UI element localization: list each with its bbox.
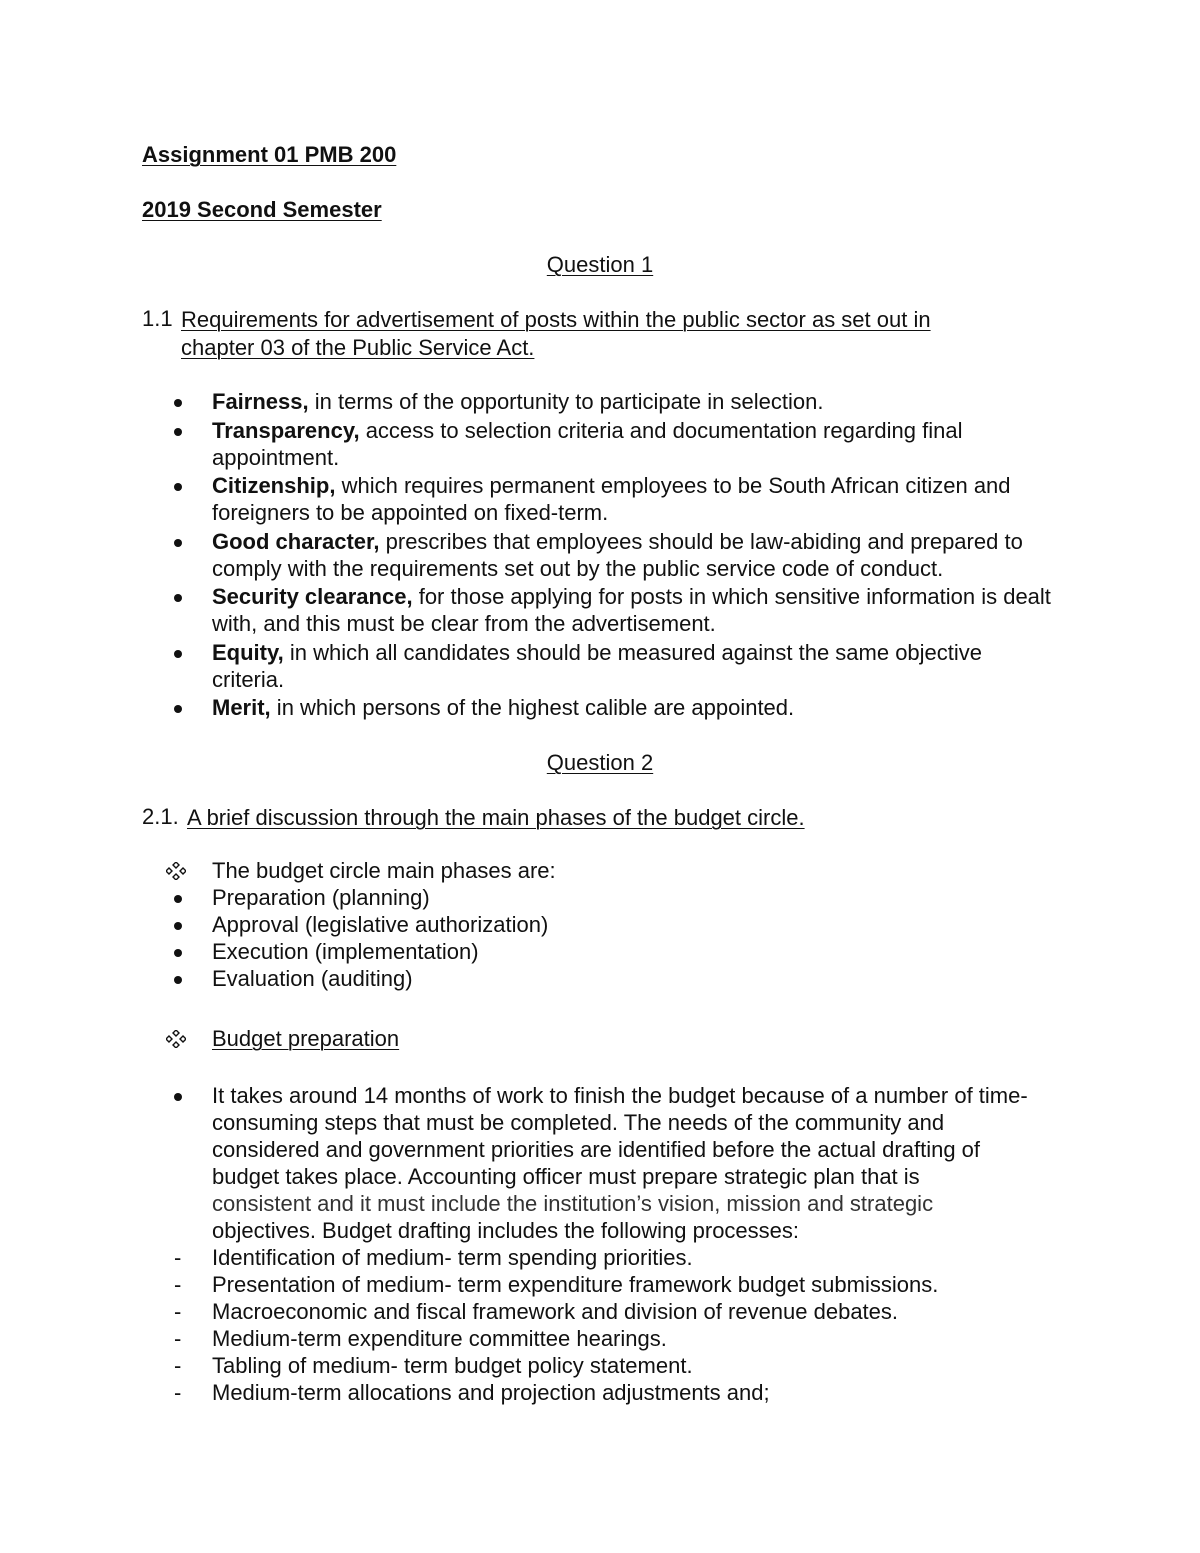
prompt-line-2: chapter 03 of the Public Service Act.	[181, 335, 535, 360]
budget-preparation-heading-list	[160, 1025, 1060, 1052]
requirements-list	[160, 388, 1060, 723]
diamond-bullet-icon	[166, 862, 186, 880]
list-item: - Identification of medium- term spending priorities.	[174, 1245, 693, 1270]
document-title: Assignment 01 PMB 200	[142, 142, 397, 167]
list-item: Preparation (planning)	[160, 884, 1060, 911]
dash-icon: -	[174, 1353, 182, 1378]
list-item: Good character, prescribes that employees should be law-abiding and prepared to comply with the requirements set out by the public service code of conduct.	[160, 528, 1060, 582]
list-item: Execution (implementation)	[160, 938, 1060, 965]
bullet-icon	[174, 539, 182, 547]
list-item: Approval (legislative authorization)	[160, 911, 1060, 938]
bullet-icon	[174, 1093, 182, 1101]
dash-icon: -	[174, 1380, 182, 1405]
dash-icon: -	[174, 1245, 182, 1270]
budget-preparation-body	[160, 1082, 1060, 1406]
bullet-icon	[174, 650, 182, 658]
list-item: Evaluation (auditing)	[160, 965, 1060, 992]
question-2-heading: Question 2	[546, 750, 654, 775]
bullet-icon	[174, 705, 182, 713]
bullet-icon	[174, 428, 182, 436]
question-2-1-number: 2.1.	[142, 804, 179, 829]
list-item: Merit, in which persons of the highest calible are appointed.	[160, 694, 1060, 721]
list-item: The budget circle main phases are:	[160, 857, 1060, 884]
prompt-line-1: Requirements for advertisement of posts within the public sector as set out in	[181, 307, 931, 332]
question-2-1-prompt: A brief discussion through the main phases of the budget circle.	[187, 805, 805, 830]
list-item: Transparency, access to selection criteria and documentation regarding final appointment.	[160, 417, 1060, 471]
list-item: Security clearance, for those applying for posts in which sensitive information is dealt with, and this must be clear from the advertisement.	[160, 583, 1060, 637]
document-subtitle: 2019 Second Semester	[142, 197, 382, 222]
bullet-icon	[174, 483, 182, 491]
question-1-1-prompt	[181, 306, 1061, 362]
question-1-heading: Question 1	[546, 252, 654, 277]
bullet-icon	[174, 399, 182, 407]
question-1-1-number: 1.1	[142, 306, 173, 331]
list-item: - Macroeconomic and fiscal framework and division of revenue debates.	[174, 1299, 899, 1324]
list-item: - Presentation of medium- term expenditure framework budget submissions.	[174, 1272, 939, 1297]
diamond-bullet-icon	[166, 1030, 186, 1048]
list-item: Equity, in which all candidates should be measured against the same objective criteria.	[160, 639, 1060, 693]
list-item: Citizenship, which requires permanent employees to be South African citizen and foreigners to be appointed on fixed-term.	[160, 472, 1060, 526]
dash-icon: -	[174, 1272, 182, 1297]
dash-icon: -	[174, 1299, 182, 1324]
bullet-icon	[174, 895, 182, 903]
bullet-icon	[174, 976, 182, 984]
dash-icon: -	[174, 1326, 182, 1351]
list-item: - Medium-term allocations and projection adjustments and;	[174, 1380, 770, 1405]
bullet-icon	[174, 922, 182, 930]
list-item: - Tabling of medium- term budget policy statement.	[174, 1353, 693, 1378]
bullet-icon	[174, 949, 182, 957]
budget-preparation-heading: Budget preparation	[212, 1026, 400, 1051]
bullet-icon	[174, 594, 182, 602]
list-item: - Medium-term expenditure committee hearings.	[174, 1326, 667, 1351]
phases-list	[160, 857, 1060, 992]
list-item: It takes around 14 months of work to finish the budget because of a number of time-consuming steps that must be completed. The needs of the community and considered and government priorities are identified before the actual drafting of budget takes place. Accounting officer must prepare strategic plan that is consistent and it must include the institution’s vision, mission and strategic objectives. Budget drafting includes the following processes:	[160, 1082, 1052, 1244]
list-item: Fairness, in terms of the opportunity to participate in selection.	[160, 388, 1060, 415]
list-item	[160, 1025, 1060, 1052]
